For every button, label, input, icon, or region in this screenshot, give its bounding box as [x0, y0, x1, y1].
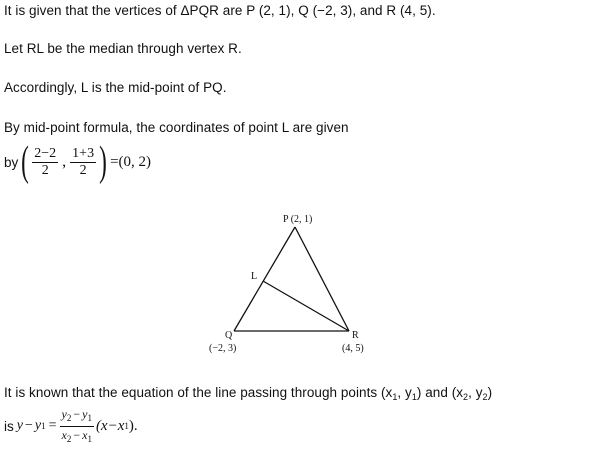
label-L: L [251, 271, 258, 282]
statement-median: Let RL be the median through vertex R. [4, 41, 242, 56]
label-Q: Q [225, 330, 233, 341]
statement-vertices: It is given that the vertices of ΔPQR are P (2, 1), Q (−2, 3), and R (4, 5). [4, 3, 436, 18]
formula2-prefix: is [4, 418, 14, 434]
right-paren: ) [99, 139, 107, 185]
formula-result: =(0, 2) [110, 153, 152, 170]
formula-separator: , [62, 153, 67, 170]
statement-midpoint: Accordingly, L is the mid-point of PQ. [4, 80, 227, 95]
left-paren: ( [21, 139, 30, 185]
label-Q-coords: (−2, 3) [209, 343, 237, 354]
two-point-form-formula: is y − y 1 = $\frac{y_2 - y_1}{x_2 - x_1}$ (x−x 1 ). [4, 404, 138, 448]
statement-line-equation: It is known that the equation of the line passing through points ($x_1$, $y_1$) and ($x_2$, $y_2$) [4, 385, 493, 402]
fraction-y: $\frac{1+3}{2}$ [72, 145, 95, 178]
label-R: R [352, 330, 359, 341]
label-R-coords: (4, 5) [342, 343, 364, 354]
side-PQ [234, 227, 295, 331]
statement-midpoint-formula: By mid-point formula, the coordinates of point L are given [4, 120, 349, 135]
slope-fraction: $\frac{y_2 - y_1}{x_2 - x_1}$ [61, 406, 92, 444]
label-P: P (2, 1) [283, 214, 313, 225]
fraction-x: $\frac{2-2}{2}$ [34, 145, 57, 178]
formula-prefix: by [4, 154, 19, 170]
